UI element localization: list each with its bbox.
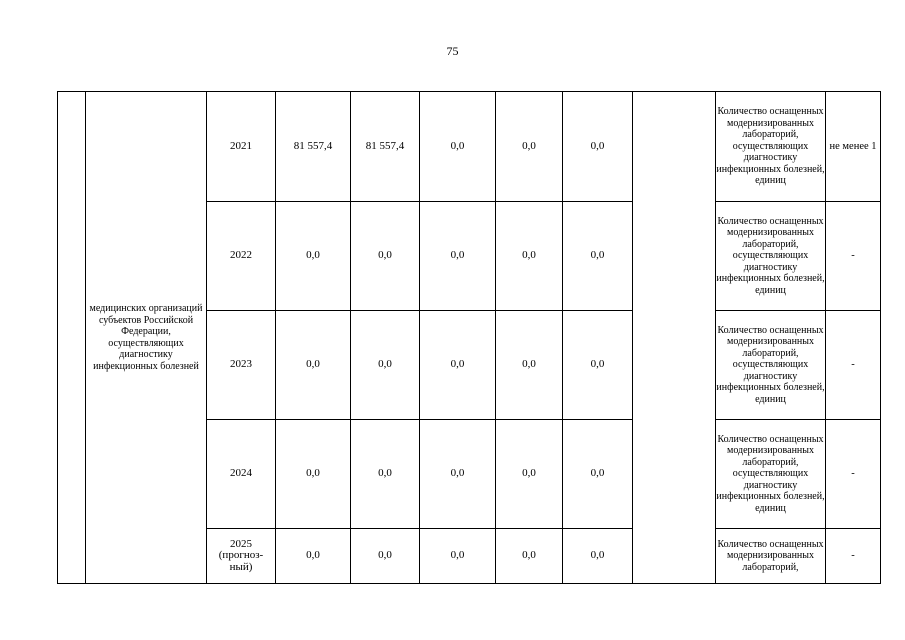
value-total-cell: 81 557,4 xyxy=(276,92,351,202)
year-cell: 2023 xyxy=(207,311,276,420)
indicator-cell xyxy=(716,311,826,420)
value-federal-cell: 81 557,4 xyxy=(351,92,420,202)
table-row xyxy=(58,92,881,202)
value-other-cell: 0,0 xyxy=(563,311,633,420)
target-cell: - xyxy=(826,202,881,311)
value-federal-cell: 0,0 xyxy=(351,420,420,529)
target-cell: - xyxy=(826,529,881,584)
value-other-cell: 0,0 xyxy=(563,529,633,584)
value-local-cell: 0,0 xyxy=(496,202,563,311)
page-number: 75 xyxy=(446,44,459,58)
indicator-cell xyxy=(716,92,826,202)
value-local-cell: 0,0 xyxy=(496,529,563,584)
year-cell: 2025 (прогноз- ный) xyxy=(207,529,276,584)
indicator-text: Количество оснащенных модернизированных лабораторий, xyxy=(717,538,824,573)
measure-name: медицинских организаций субъектов Российской Федерации, осуществляющих диагностику инфекционных болезней xyxy=(89,303,203,372)
indicator-text: Количество оснащенных модернизированных лабораторий, осуществляющих диагностику инфекционных болезней, единиц xyxy=(716,433,825,514)
year-cell: 2024 xyxy=(207,420,276,529)
value-local-cell: 0,0 xyxy=(496,420,563,529)
value-local-cell: 0,0 xyxy=(496,92,563,202)
indicator-cell xyxy=(716,202,826,311)
value-total-cell: 0,0 xyxy=(276,311,351,420)
value-regional-cell: 0,0 xyxy=(420,311,496,420)
indicator-text: Количество оснащенных модернизированных лабораторий, осуществляющих диагностику инфекционных болезней, единиц xyxy=(716,215,825,296)
indicator-text: Количество оснащенных модернизированных лабораторий, осуществляющих диагностику инфекционных болезней, единиц xyxy=(716,106,825,187)
value-federal-cell: 0,0 xyxy=(351,311,420,420)
measure-name-cell xyxy=(86,92,207,584)
value-other-cell: 0,0 xyxy=(563,420,633,529)
value-total-cell: 0,0 xyxy=(276,420,351,529)
value-regional-cell: 0,0 xyxy=(420,202,496,311)
value-total-cell: 0,0 xyxy=(276,529,351,584)
indicator-text: Количество оснащенных модернизированных лабораторий, осуществляющих диагностику инфекционных болезней, единиц xyxy=(716,324,825,405)
value-other-cell: 0,0 xyxy=(563,92,633,202)
indicator-cell xyxy=(716,420,826,529)
row-index-cell xyxy=(58,92,86,584)
value-local-cell: 0,0 xyxy=(496,311,563,420)
value-other-cell: 0,0 xyxy=(563,202,633,311)
value-total-cell: 0,0 xyxy=(276,202,351,311)
value-federal-cell: 0,0 xyxy=(351,202,420,311)
value-regional-cell: 0,0 xyxy=(420,420,496,529)
target-cell: - xyxy=(826,311,881,420)
budget-table xyxy=(57,91,881,584)
year-cell: 2022 xyxy=(207,202,276,311)
value-regional-cell: 0,0 xyxy=(420,92,496,202)
target-cell: не менее 1 xyxy=(826,92,881,202)
target-cell: - xyxy=(826,420,881,529)
value-regional-cell: 0,0 xyxy=(420,529,496,584)
year-cell: 2021 xyxy=(207,92,276,202)
indicator-cell xyxy=(716,529,826,584)
value-federal-cell: 0,0 xyxy=(351,529,420,584)
executor-cell xyxy=(633,92,716,584)
